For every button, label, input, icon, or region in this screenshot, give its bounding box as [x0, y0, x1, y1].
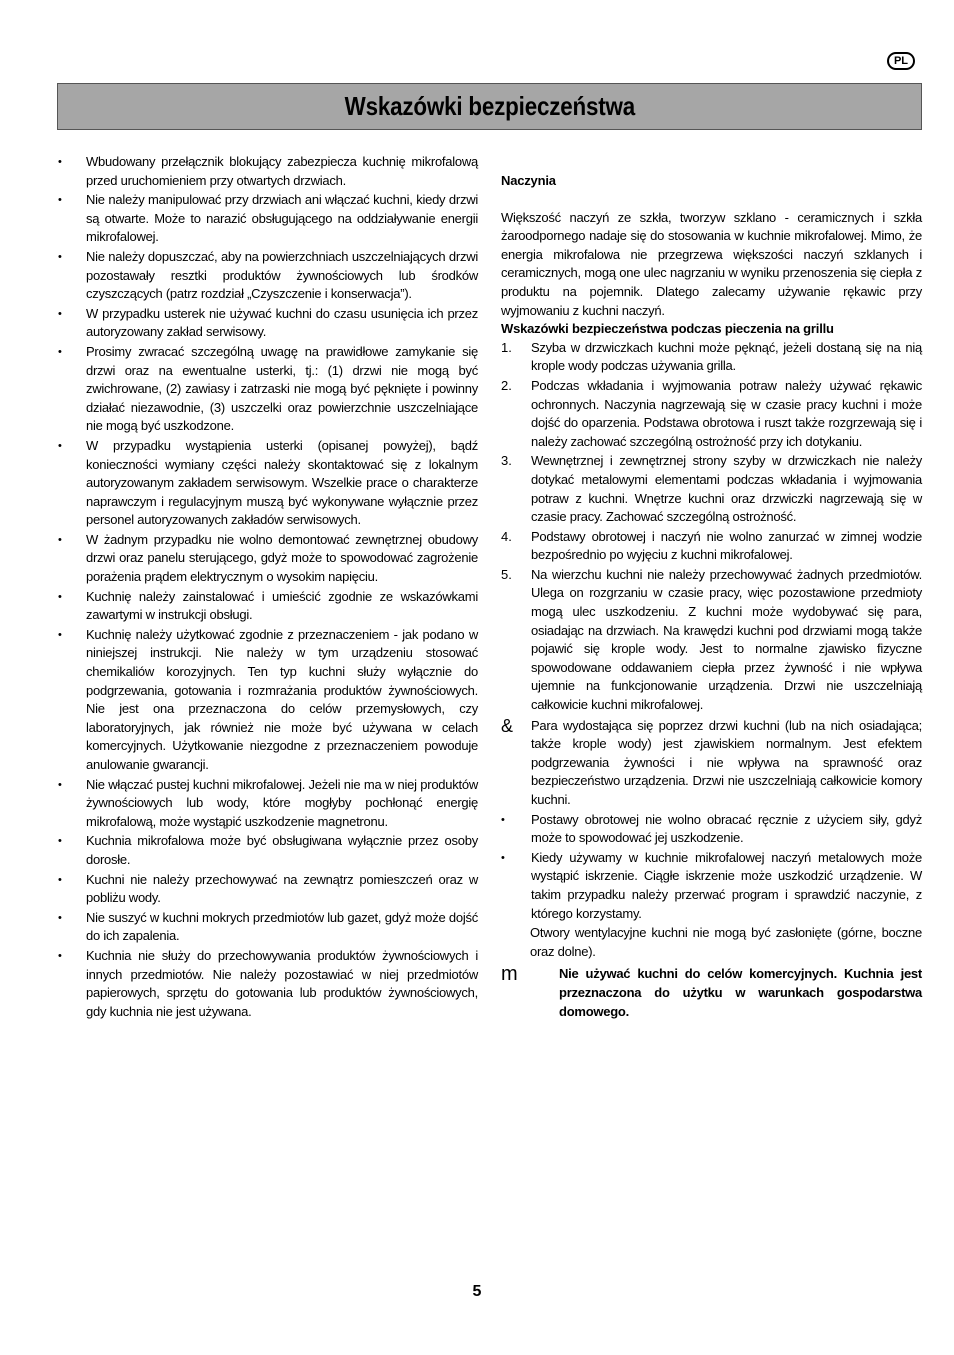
language-badge: PL [887, 52, 915, 70]
bullet-icon: • [58, 911, 62, 924]
list-item: • W przypadku usterek nie używać kuchni do czasu usunięcia ich przez autoryzowany zakład serwisowy. [58, 305, 478, 342]
list-item: • W żadnym przypadku nie wolno demontować zewnętrznej obudowy drzwi oraz panelu sterującego, gdyż może to spowodować zagrożenie porażenia prądem elektrycznym o wysokim napięciu. [58, 531, 478, 587]
bullet-icon: • [501, 813, 505, 826]
bullet-icon: • [58, 439, 62, 452]
section-heading-grill: Wskazówki bezpieczeństwa podczas pieczenia na grillu [501, 321, 834, 337]
list-item: 4. Podstawy obrotowej i naczyń nie wolno zanurzać w zimnej wodzie bezpośrednio po wyjęciu z kuchni mikrofalowej. [501, 528, 922, 563]
list-item: • Prosimy zwracać szczególną uwagę na prawidłowe zamykanie się drzwi oraz na ewentualne usterki, tj.: (1) drzwi nie mogą być zwichrowane, (2) zawiasy i zatrzaski nie mogą być pęknięte i powinny działać niezawodnie, (3) uszczelki oraz powierzchnie uszczelniające nie mogą być uszkodzone. [58, 343, 478, 436]
list-item: • Kuchnię należy zainstalować i umieścić zgodnie ze wskazówkami zawartymi w instrukcji obsługi. [58, 588, 478, 625]
bullet-icon: • [58, 835, 62, 848]
warning-note [501, 965, 922, 1021]
list-item: • Kuchnia nie służy do przechowywania produktów żywnościowych i innych przedmiotów. Nie należy pozostawiać w niej przedmiotów papierowych, sprzętu do gotowania lub produktów żywnościowych, gdy kuchnia nie jest używana. [58, 947, 478, 1021]
list-item: • Postawy obrotowej nie wolno obracać ręcznie z użyciem siły, gdyż może to spowodować jej uszkodzenie. [501, 811, 922, 848]
list-item: • Kuchnię należy użytkować zgodnie z przeznaczeniem - jak podano w niniejszej instrukcji. Nie należy w tym urządzeniu stosować chemikaliów korozyjnych. Ten typ kuchni służy wyłącznie do podgrzewania, gotowania i rozmrażania produktów żywnościowych. Nie jest ona przeznaczona do celów przemysłowych, czy laboratoryjnych, jak również nie może być używana w celach komercyjnych. Użytkowanie niezgodne z przeznaczeniem powoduje anulowanie gwarancji. [58, 626, 478, 775]
bullet-icon: • [58, 156, 62, 168]
bullet-icon: • [58, 778, 62, 791]
list-item: • Nie należy manipulować przy drzwiach ani włączać kuchni, kiedy drzwi są otwarte. Może to narazić obsługującego na oddziaływanie energii mikrofalowej. [58, 191, 478, 247]
note-item: & Para wydostająca się poprzez drzwi kuchni (lub na nich osiadająca; także krople wody) jest zjawiskiem normalnym. Jest efektem podgrzewania żywności i nie wpływa na sprawność oraz bezpieczeństwo urządzenia. Drzwi nie uszczelniają całkowicie komory kuchni. [501, 717, 922, 810]
list-item: • Nie włączać pustej kuchni mikrofalowej. Jeżeli nie ma w niej produktów żywnościowych lub wody, które mogłyby pochłonąć energię mikrofalową, może wystąpić uszkodzenie magnetronu. [58, 776, 478, 832]
list-item: • Nie suszyć w kuchni mokrych przedmiotów lub gazet, gdyż może dojść do ich zapalenia. [58, 909, 478, 946]
naczynia-paragraph: Większość naczyń ze szkła, tworzyw szklano - ceramicznych i szkła żaroodpornego nadaje się do stosowania w kuchnie mikrofalowej. Mimo, że energia mikrofalowa nie przegrzewa większości naczyń szklanych i ceramicznych, mogą one ulec nagrzaniu w wyniku przenoszenia się ciepła z produktu na pojemnik. Dlatego zalecamy używanie rękawic przy wyjmowaniu z kuchni naczyń. [501, 209, 922, 318]
list-item: • Kuchni nie należy przechowywać na zewnątrz pomieszczeń oraz w pobliżu wody. [58, 871, 478, 908]
page-number: 5 [472, 1283, 482, 1300]
page-title: Wskazówki bezpieczeństwa [344, 91, 635, 121]
note-icon: & [501, 715, 514, 736]
list-item: 1. Szyba w drzwiczkach kuchni może pęknąć, jeżeli dostaną się na nią krople wody podczas używania grilla. [501, 339, 922, 374]
list-item: 5. Na wierzchu kuchni nie należy przechowywać żadnych przedmiotów. Ulega on rozgrzaniu w czasie pracy, więc pozostawione przedmioty mogą ulec uszkodzeniu. Z kuchni może wydobywać się para, osiadając na drzwiach. Na krawędzi kuchni pod drzwiami mogą także pojawić się krople wody. Jest to normalne zjawisko fizyczne spowodowane oddawaniem ciepła przez żywność i nie wpływa ujemnie na funkcjonowanie urządzenia. Drzwi nie uszczelniają całkowicie kuchni mikrofalowej. [501, 566, 922, 713]
bullet-icon: • [58, 345, 62, 358]
list-item: • Nie należy dopuszczać, aby na powierzchniach uszczelniających drzwi pozostawały resztki produktów żywnościowych lub środków czyszczących (patrz rozdział „Czyszczenie i konserwacja”). [58, 248, 478, 304]
bullet-icon: • [58, 307, 62, 320]
warning-icon: m [501, 963, 518, 986]
list-item: • Kiedy używamy w kuchnie mikrofalowej naczyń metalowych może wystąpić iskrzenie. Ciągłe iskrzenie może uszkodzić urządzenie. W takim przypadku należy przerwać program i sprawdzić naczynie, z którego korzystamy. [501, 849, 922, 923]
warning-text: Nie używać kuchni do celów komercyjnych. Kuchnia jest przeznaczona do użytku w warunkach gospodarstwa domowego. [559, 966, 922, 1019]
bullet-icon: • [58, 628, 62, 641]
bullet-icon: • [58, 194, 62, 207]
list-item: 2. Podczas wkładania i wyjmowania potraw należy używać rękawic ochronnych. Naczynia nagrzewają się w czasie pracy kuchni i może dojść do oparzenia. Podstawa obrotowa i ruszt także rozgrzewają się i należy zachować szczególną ostrożność przy ich dotykaniu. [501, 377, 922, 449]
bullet-icon: • [58, 873, 62, 886]
vent-paragraph: Otwory wentylacyjne kuchni nie mogą być zasłonięte (górne, boczne oraz dolne). [530, 925, 922, 959]
left-column [58, 153, 478, 1022]
list-item: • Kuchnia mikrofalowa może być obsługiwana wyłącznie przez osoby dorosłe. [58, 832, 478, 869]
section-heading-naczynia: Naczynia [501, 173, 556, 188]
right-column [501, 153, 922, 1021]
bullet-icon: • [58, 533, 62, 546]
bullet-icon: • [58, 949, 62, 962]
list-item: • W przypadku wystąpienia usterki (opisanej powyżej), bądź konieczności wymiany części należy skontaktować się z lokalnym autoryzowanym zakładem serwisowym. Wszelkie prace o charakterze naprawczym i regulacyjnym muszą być wykonywane wyłącznie przez personel autoryzowanych zakładów serwisowych. [58, 437, 478, 530]
list-item: 3. Wewnętrznej i zewnętrznej strony szyby w drzwiczkach nie należy dotykać metalowymi elementami podczas wkładania i wyjmowania potraw z kuchni. Wnętrze kuchni oraz drzwiczki nagrzewają się w czasie pracy. Zachować szczególną ostrożność. [501, 453, 922, 525]
bullet-icon: • [501, 851, 505, 864]
list-item: • Wbudowany przełącznik blokujący zabezpiecza kuchnię mikrofalową przed uruchomieniem przy otwartych drzwiach. [58, 153, 478, 190]
title-bar [57, 83, 922, 130]
bullet-icon: • [58, 250, 62, 263]
bullet-icon: • [58, 590, 62, 603]
